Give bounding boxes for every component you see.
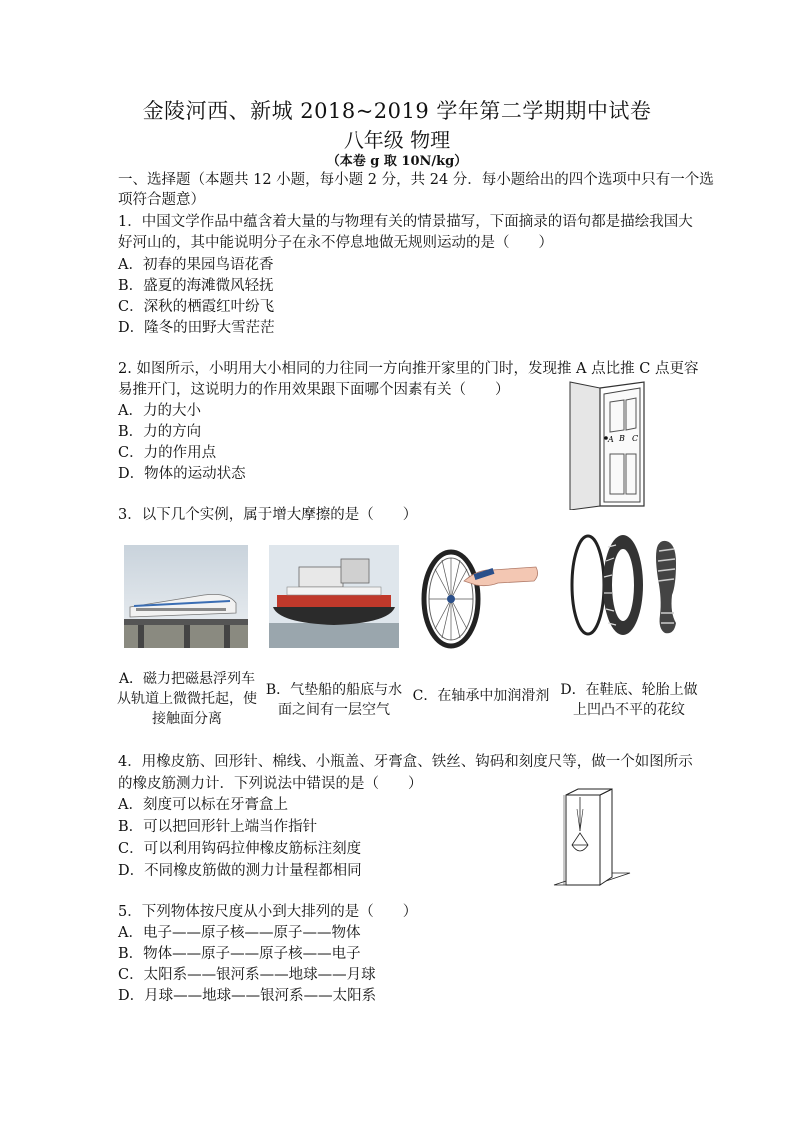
q5-option-d: D．月球——地球——银河系——太阳系 [118,988,377,1004]
q4-option-b: B．可以把回形针上端当作指针 [118,819,318,835]
door-label-c: C [632,434,639,443]
q5-option-a: A．电子——原子核——原子——物体 [118,925,361,941]
q5-stem: 5．下列物体按尺度从小到大排列的是（ ） [118,904,418,920]
q1-option-d: D．隆冬的田野大雪茫茫 [118,320,275,336]
q3-caption-b: B．气垫船的船底与水 面之间有一层空气 [265,682,403,718]
door-label-a: A [608,435,614,444]
q4-option-a: A．刻度可以标在牙膏盒上 [118,797,288,813]
q1-option-b: B．盛夏的海滩微风轻抚 [118,278,274,294]
wheel-bearing-image [418,537,540,650]
maglev-train-image [124,545,248,648]
rubber-band-scale-figure [550,785,634,897]
door-figure [566,378,652,510]
q2-stem-line1: 2. 如图所示，小明用大小相同的力往同一方向推开家里的门时，发现推 A 点比推 C 点更容 [118,361,699,377]
q2-option-b: B．力的方向 [118,424,202,440]
q5-option-b: B．物体——原子——原子核——电子 [118,946,361,962]
q4-stem-line1: 4．用橡皮筋、回形针、棉线、小瓶盖、牙膏盒、铁丝、钩码和刻度尺等，做一个如图所示 [118,754,693,770]
door-label-b: B [619,434,625,443]
q3-caption-d: D．在鞋底、轮胎上做 上凹凸不平的花纹 [560,682,698,718]
q4-option-d: D．不同橡皮筋做的测力计量程都相同 [118,863,362,879]
section-heading-line1: 一、选择题（本题共 12 小题，每小题 2 分，共 24 分．每小题给出的四个选项中只有一个选 [118,172,714,188]
q2-option-a: A．力的大小 [118,403,201,419]
q1-option-c: C．深秋的栖霞红叶纷飞 [118,299,275,315]
q3-stem: 3．以下几个实例，属于增大摩擦的是（ ） [118,507,418,523]
q1-stem-line2: 好河山的，其中能说明分子在永不停息地做无规则运动的是（ ） [118,235,553,251]
q2-option-d: D．物体的运动状态 [118,466,246,482]
q2-stem-line2: 易推开门，这说明力的作用效果跟下面哪个因素有关（ ） [118,382,510,398]
q1-option-a: A．初春的果园鸟语花香 [118,257,274,273]
q1-stem-line1: 1．中国文学作品中蕴含着大量的与物理有关的情景描写，下面摘录的语句都是描绘我国大 [118,214,693,230]
shoe-tire-image [566,533,684,638]
q2-option-c: C．力的作用点 [118,445,217,461]
q3-caption-c: C．在轴承中加润滑剂 [412,688,550,704]
section-heading-line2: 项符合题意） [118,192,205,208]
q5-option-c: C．太阳系——银河系——地球——月球 [118,967,376,983]
q3-caption-a: A．磁力把磁悬浮列车 从轨道上微微托起，使 接触面分离 [117,671,257,727]
exam-note: （本卷 g 取 10N/kg） [326,154,468,169]
exam-title: 金陵河西、新城 2018~2019 学年第二学期期中试卷 [142,99,652,123]
q4-stem-line2: 的橡皮筋测力计．下列说法中错误的是（ ） [118,776,423,792]
hovercraft-image [269,545,399,648]
exam-subtitle: 八年级 物理 [343,128,451,152]
q4-option-c: C．可以利用钩码拉伸橡皮筋标注刻度 [118,841,362,857]
